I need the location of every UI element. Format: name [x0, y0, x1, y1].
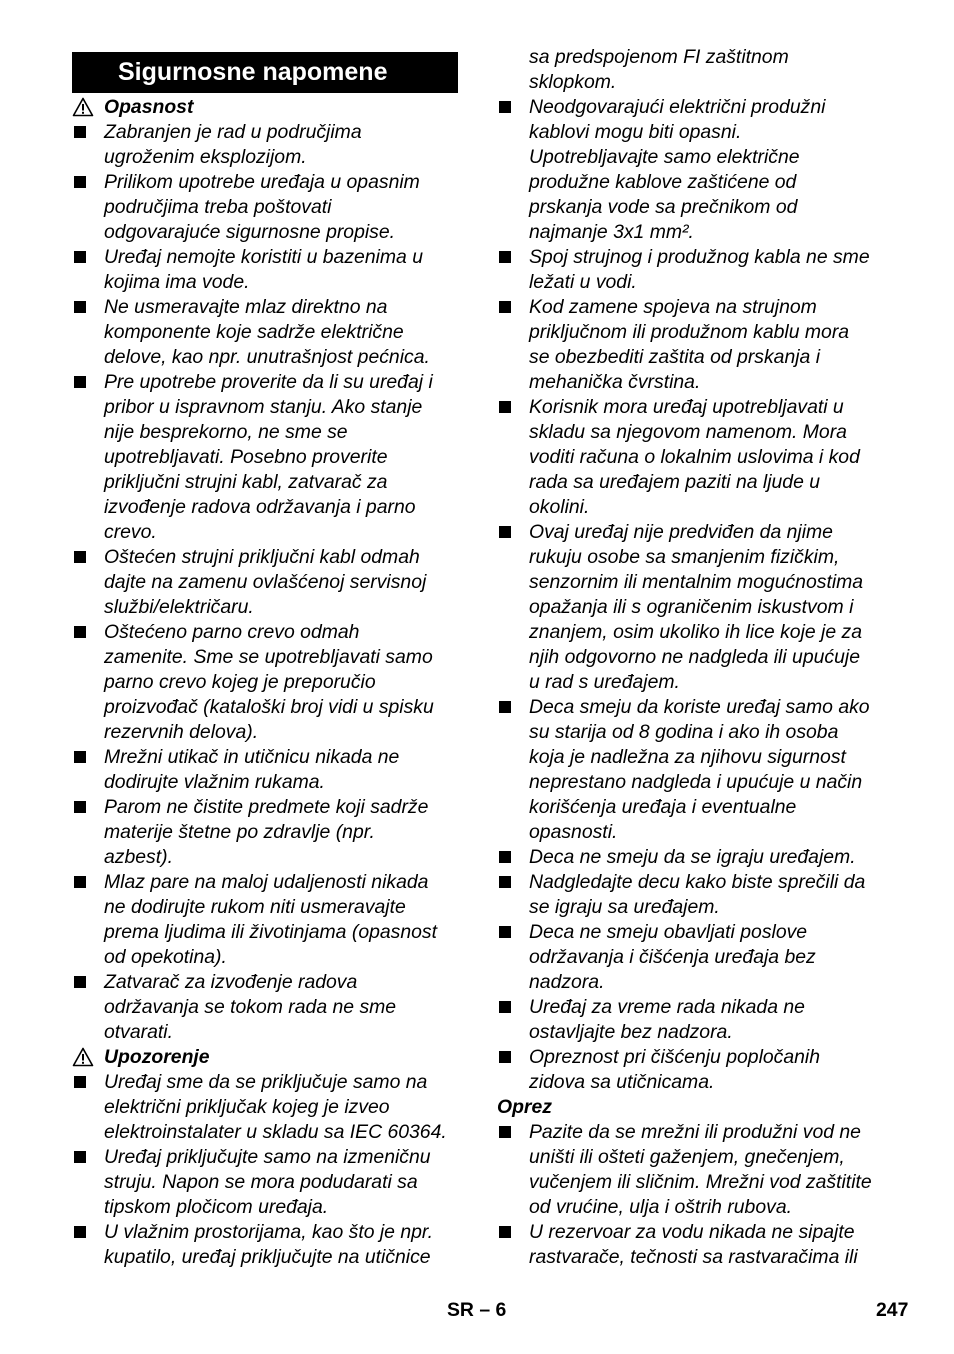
- section-heading-label: Opasnost: [104, 96, 194, 118]
- list-item-text: od vrućine, ulja i oštrih rubova.: [529, 1196, 792, 1218]
- list-item-text: korišćenja uređaja i eventualne: [529, 796, 797, 818]
- list-item-line: [497, 1145, 889, 1170]
- bullet-square-icon: [499, 526, 511, 538]
- list-item: [72, 1220, 462, 1270]
- list-item-line: [72, 1020, 462, 1045]
- list-item-text: vučenjem ili sličnim. Mrežni vod zaštitite: [529, 1171, 872, 1193]
- list-item-line: [497, 570, 889, 595]
- list-item-line: [497, 345, 889, 370]
- list-item-text: upotrebljavati. Posebno proverite: [104, 446, 388, 468]
- section-heading-label: Oprez: [497, 1096, 552, 1118]
- list-item-line: [72, 320, 462, 345]
- list-item-text: zamenite. Sme se upotrebljavati samo: [104, 646, 433, 668]
- list-item-text: Neodgovarajući električni produžni: [529, 96, 826, 118]
- list-item-line: [72, 745, 462, 770]
- list-item-line: [497, 370, 889, 395]
- bullet-square-icon: [499, 1051, 511, 1063]
- list-item-line: [497, 995, 889, 1020]
- list-item-line: [497, 445, 889, 470]
- list-item-line: [497, 970, 889, 995]
- bullet-square-icon: [499, 1001, 511, 1013]
- list-item-text: sa predspojenom FI zaštitnom: [529, 46, 789, 68]
- list-item-text: Opreznost pri čišćenju popločanih: [529, 1046, 821, 1068]
- list-item-line: [497, 545, 889, 570]
- list-item-line: [497, 270, 889, 295]
- list-item-line: [72, 795, 462, 820]
- bullet-square-icon: [499, 1226, 511, 1238]
- list-item-line: [72, 545, 462, 570]
- list-item-text: rukuju osobe sa smanjenim fizičkim,: [529, 546, 840, 568]
- list-item: [72, 870, 462, 970]
- list-item-text: Uređaj za vreme rada nikada ne: [529, 996, 805, 1018]
- list-item-line: [497, 70, 889, 95]
- list-item-line: [72, 1120, 462, 1145]
- list-item-text: prema ljudima ili životinjama (opasnost: [104, 921, 438, 943]
- list-item-text: ne dodirujte rukom niti usmeravajte: [104, 896, 406, 918]
- list-item-text: njih odgovorno ne nadgleda ili upućuje: [529, 646, 860, 668]
- list-item-text: sklopkom.: [529, 71, 617, 93]
- bullet-square-icon: [74, 126, 86, 138]
- footer-section-label: SR – 6: [447, 1299, 507, 1321]
- list-item-line: [497, 895, 889, 920]
- list-item-line: [497, 620, 889, 645]
- list-item: [497, 245, 889, 295]
- list-item-line: [72, 570, 462, 595]
- list-item: [72, 1145, 462, 1220]
- list-item-line: [72, 370, 462, 395]
- right-column-content: [497, 45, 889, 1270]
- list-item-text: priključnom ili produžnom kablu mora: [529, 321, 850, 343]
- list-item-line: [72, 770, 462, 795]
- list-item-line: [497, 45, 889, 70]
- list-item-line: [497, 920, 889, 945]
- list-item-text: kablovi mogu biti opasni.: [529, 121, 742, 143]
- list-item-text: najmanje 3x1 mm².: [529, 221, 694, 243]
- list-item-line: [72, 195, 462, 220]
- list-item-line: [497, 95, 889, 120]
- list-item-text: Zabranjen je rad u područjima: [104, 121, 362, 143]
- list-item-text: Mrežni utikač in utičnicu nikada ne: [104, 746, 400, 768]
- list-item-text: U vlažnim prostorijama, kao što je npr.: [104, 1221, 434, 1243]
- warning-triangle-icon: [72, 97, 94, 117]
- list-item-text: azbest).: [104, 846, 173, 868]
- list-item-text: Deca ne smeju obavljati poslove: [529, 921, 808, 943]
- list-item-line: [497, 670, 889, 695]
- left-column-content: [72, 95, 462, 1270]
- list-item-line: [72, 820, 462, 845]
- list-item: [72, 970, 462, 1045]
- bullet-square-icon: [74, 1151, 86, 1163]
- list-item-line: [72, 120, 462, 145]
- list-item-text: ležati u vodi.: [529, 271, 637, 293]
- list-item-text: Nadgledajte decu kako biste sprečili da: [529, 871, 866, 893]
- list-item-text: struju. Napon se mora podudarati sa: [104, 1171, 418, 1193]
- list-item-text: znanjem, osim ukoliko ih lice koje je za: [529, 621, 863, 643]
- list-item-text: Spoj strujnog i produžnog kabla ne sme: [529, 246, 870, 268]
- list-item-text: uništi ili ošteti gaženjem, gnečenjem,: [529, 1146, 845, 1168]
- list-item-line: [497, 1020, 889, 1045]
- bullet-square-icon: [499, 301, 511, 313]
- list-item-line: [72, 470, 462, 495]
- bullet-square-icon: [499, 251, 511, 263]
- list-item: [72, 295, 462, 370]
- list-item-line: [72, 1245, 462, 1270]
- list-item-line: [497, 1245, 889, 1270]
- list-item-line: [72, 1095, 462, 1120]
- list-item-line: [72, 395, 462, 420]
- list-item-text: nadzora.: [529, 971, 605, 993]
- section-heading: [497, 1095, 889, 1120]
- list-item-text: komponente koje sadrže električne: [104, 321, 404, 343]
- list-item-line: [72, 495, 462, 520]
- list-item-text: službi/električaru.: [104, 596, 254, 618]
- list-item-line: [497, 295, 889, 320]
- list-item-line: [497, 1045, 889, 1070]
- list-item-text: održavanja i čišćenja uređaja bez: [529, 946, 816, 968]
- list-item: [72, 545, 462, 620]
- list-item-text: zidova sa utičnicama.: [529, 1071, 715, 1093]
- list-item-text: dodirujte vlažnim rukama.: [104, 771, 325, 793]
- list-item-text: proizvođač (kataloški broj vidi u spisku: [104, 696, 434, 718]
- list-item-line: [497, 320, 889, 345]
- list-item: [497, 1120, 889, 1220]
- list-item-line: [497, 720, 889, 745]
- list-item-line: [72, 995, 462, 1020]
- list-item-text: nije besprekorno, ne sme se: [104, 421, 348, 443]
- section-heading: [72, 95, 462, 120]
- list-item-text: Prilikom upotrebe uređaja u opasnim: [104, 171, 420, 193]
- list-item: [497, 1045, 889, 1095]
- list-item-line: [497, 1195, 889, 1220]
- bullet-square-icon: [74, 801, 86, 813]
- bullet-square-icon: [74, 976, 86, 988]
- list-item-line: [497, 795, 889, 820]
- list-item-text: Pazite da se mrežni ili produžni vod ne: [529, 1121, 861, 1143]
- list-item: [497, 95, 889, 245]
- list-item-text: Deca ne smeju da se igraju uređajem.: [529, 846, 856, 868]
- list-item-text: prskanja vode sa prečnikom od: [529, 196, 798, 218]
- list-item-text: kojima ima vode.: [104, 271, 250, 293]
- list-item-text: održavanja se tokom rada ne sme: [104, 996, 397, 1018]
- list-item-line: [72, 420, 462, 445]
- list-item-line: [72, 670, 462, 695]
- list-item-text: Ne usmeravajte mlaz direktno na: [104, 296, 388, 318]
- bullet-square-icon: [74, 376, 86, 388]
- list-item-line: [497, 395, 889, 420]
- list-item-text: električni priključak kojeg je izveo: [104, 1096, 390, 1118]
- list-item-text: Kod zamene spojeva na strujnom: [529, 296, 817, 318]
- list-item-line: [72, 220, 462, 245]
- list-item: [72, 745, 462, 795]
- list-item-line: [497, 220, 889, 245]
- bullet-square-icon: [499, 101, 511, 113]
- list-item-line: [72, 520, 462, 545]
- bullet-square-icon: [74, 1076, 86, 1088]
- list-item-text: rezervnih delova).: [104, 721, 259, 743]
- list-item-line: [497, 495, 889, 520]
- list-item-line: [72, 970, 462, 995]
- bullet-square-icon: [74, 626, 86, 638]
- bullet-square-icon: [74, 1226, 86, 1238]
- list-item-text: ugroženim eksplozijom.: [104, 146, 307, 168]
- list-item-text: Parom ne čistite predmete koji sadrže: [104, 796, 429, 818]
- list-item-line: [497, 245, 889, 270]
- list-item-text: materije štetne po zdravlje (npr.: [104, 821, 375, 843]
- list-item-text: voditi računa o lokalnim uslovima i kod: [529, 446, 860, 468]
- list-item: [497, 845, 889, 870]
- list-item-text: su starija od 8 godina i ako ih osoba: [529, 721, 839, 743]
- list-item-text: tipskom pločicom uređaja.: [104, 1196, 329, 1218]
- list-item-line: [72, 245, 462, 270]
- list-item-text: opažanja ili s ograničenim iskustvom i: [529, 596, 854, 618]
- list-item: [497, 920, 889, 995]
- list-item-line: [497, 945, 889, 970]
- list-item-line: [72, 945, 462, 970]
- list-item-text: Uređaj sme da se priključuje samo na: [104, 1071, 428, 1093]
- list-item-line: [497, 145, 889, 170]
- list-item-line: [72, 870, 462, 895]
- list-item-text: produžne kablove zaštićene od: [529, 171, 797, 193]
- list-item: [72, 170, 462, 245]
- list-item-line: [72, 920, 462, 945]
- bullet-square-icon: [499, 851, 511, 863]
- list-item-line: [72, 695, 462, 720]
- list-item-text: izvođenje radova održavanja i parno: [104, 496, 416, 518]
- list-item-line: [497, 1170, 889, 1195]
- list-item-line: [497, 820, 889, 845]
- list-item-line: [72, 295, 462, 320]
- list-item-text: neprestano nadgleda i upućuje u način: [529, 771, 863, 793]
- list-item-line: [497, 520, 889, 545]
- list-item-text: mehanička čvrstina.: [529, 371, 701, 393]
- list-item-text: koja je nadležna za njihovu sigurnost: [529, 746, 846, 768]
- list-item-line: [72, 845, 462, 870]
- list-item-text: crevo.: [104, 521, 157, 543]
- bullet-square-icon: [499, 1126, 511, 1138]
- list-item: [72, 620, 462, 745]
- list-item-line: [72, 170, 462, 195]
- warning-triangle-icon: [72, 1047, 94, 1067]
- list-item-line: [72, 345, 462, 370]
- list-item-text: dajte na zamenu ovlašćenoj servisnoj: [104, 571, 427, 593]
- list-item-text: skladu sa njegovom namenom. Mora: [529, 421, 847, 443]
- list-item-text: rastvarače, tečnosti sa rastvaračima ili: [529, 1246, 858, 1268]
- list-item: [497, 995, 889, 1045]
- footer-page-number: 247: [876, 1299, 909, 1321]
- list-item-text: delove, kao npr. unutrašnjost pećnica.: [104, 346, 430, 368]
- list-item-line: [72, 620, 462, 645]
- list-item: [72, 795, 462, 870]
- list-item-line: [497, 120, 889, 145]
- section-heading-label: Upozorenje: [104, 1046, 210, 1068]
- list-item-text: elektroinstalater u skladu sa IEC 60364.: [104, 1121, 447, 1143]
- list-item-line: [72, 720, 462, 745]
- list-item-text: Zatvarač za izvođenje radova: [104, 971, 358, 993]
- list-item-line: [497, 845, 889, 870]
- list-item: [497, 520, 889, 695]
- list-item-text: Oštećeno parno crevo odmah: [104, 621, 360, 643]
- bullet-square-icon: [499, 926, 511, 938]
- page-title: Sigurnosne napomene: [72, 52, 458, 93]
- bullet-square-icon: [74, 176, 86, 188]
- list-item-text: odgovarajuće sigurnosne propise.: [104, 221, 396, 243]
- list-item-text: Korisnik mora uređaj upotrebljavati u: [529, 396, 844, 418]
- bullet-square-icon: [74, 751, 86, 763]
- list-item-line: [72, 445, 462, 470]
- list-item-text: se igraju sa uređajem.: [529, 896, 720, 918]
- list-item: [497, 1220, 889, 1270]
- list-item: [72, 120, 462, 170]
- list-item-line: [497, 170, 889, 195]
- list-item-line: [497, 745, 889, 770]
- list-item-line: [497, 1220, 889, 1245]
- list-item-line: [72, 270, 462, 295]
- list-item-text: od opekotina).: [104, 946, 227, 968]
- list-item: [72, 245, 462, 295]
- list-item-line: [72, 145, 462, 170]
- list-item-line: [497, 1070, 889, 1095]
- list-item-text: parno crevo kojeg je preporučio: [104, 671, 376, 693]
- list-item-line: [497, 870, 889, 895]
- list-item-line: [497, 195, 889, 220]
- bullet-square-icon: [74, 876, 86, 888]
- list-item-text: priključni strujni kabl, zatvarač za: [104, 471, 388, 493]
- list-item-line: [497, 470, 889, 495]
- list-item: [72, 370, 462, 545]
- list-item-text: opasnosti.: [529, 821, 618, 843]
- list-item-text: područjima treba poštovati: [104, 196, 332, 218]
- list-item-line: [497, 420, 889, 445]
- list-item-line: [497, 770, 889, 795]
- list-item-line: [72, 1220, 462, 1245]
- list-item-text: okolini.: [529, 496, 590, 518]
- list-item-text: senzornim ili mentalnim mogućnostima: [529, 571, 864, 593]
- list-item-line: [72, 1195, 462, 1220]
- bullet-square-icon: [74, 301, 86, 313]
- list-item-text: Uređaj nemojte koristiti u bazenima u: [104, 246, 424, 268]
- list-item: [497, 695, 889, 845]
- list-item-text: Pre upotrebe proverite da li su uređaj i: [104, 371, 433, 393]
- bullet-square-icon: [499, 876, 511, 888]
- list-item-line: [497, 695, 889, 720]
- list-item-text: Uređaj priključujte samo na izmeničnu: [104, 1146, 431, 1168]
- section-heading: [72, 1045, 462, 1070]
- list-item-text: ostavljajte bez nadzora.: [529, 1021, 733, 1043]
- list-item-line: [72, 1170, 462, 1195]
- list-item-line: [497, 1120, 889, 1145]
- list-item-text: Deca smeju da koriste uređaj samo ako: [529, 696, 870, 718]
- list-item-continuation: [497, 45, 889, 95]
- list-item-text: otvarati.: [104, 1021, 173, 1043]
- list-item-line: [497, 645, 889, 670]
- list-item: [497, 870, 889, 920]
- list-item: [497, 295, 889, 395]
- list-item: [497, 395, 889, 520]
- list-item-text: Mlaz pare na maloj udaljenosti nikada: [104, 871, 429, 893]
- bullet-square-icon: [74, 251, 86, 263]
- bullet-square-icon: [74, 551, 86, 563]
- list-item-line: [72, 895, 462, 920]
- list-item-text: Ovaj uređaj nije predviđen da njime: [529, 521, 833, 543]
- list-item-line: [72, 645, 462, 670]
- list-item-line: [72, 1070, 462, 1095]
- bullet-square-icon: [499, 701, 511, 713]
- list-item-line: [497, 595, 889, 620]
- list-item-text: se obezbediti zaštita od prskanja i: [529, 346, 821, 368]
- list-item-text: rada sa uređajem paziti na ljude u: [529, 471, 821, 493]
- list-item-text: kupatilo, uređaj priključujte na utičnice: [104, 1246, 431, 1268]
- list-item-text: u rad s uređajem.: [529, 671, 680, 693]
- bullet-square-icon: [499, 401, 511, 413]
- list-item-text: Upotrebljavajte samo električne: [529, 146, 800, 168]
- list-item-line: [72, 595, 462, 620]
- list-item: [72, 1070, 462, 1145]
- list-item-line: [72, 1145, 462, 1170]
- list-item-text: U rezervoar za vodu nikada ne sipajte: [529, 1221, 855, 1243]
- list-item-text: Oštećen strujni priključni kabl odmah: [104, 546, 420, 568]
- list-item-text: pribor u ispravnom stanju. Ako stanje: [104, 396, 423, 418]
